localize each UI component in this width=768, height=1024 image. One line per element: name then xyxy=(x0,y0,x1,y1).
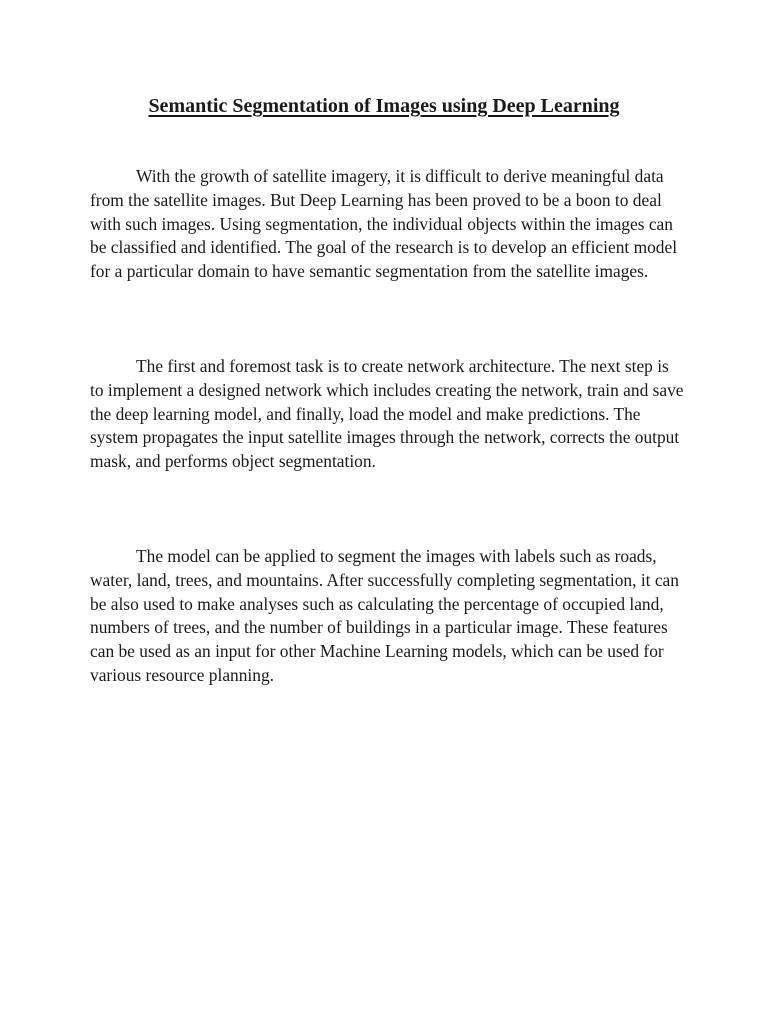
paragraph-1: With the growth of satellite imagery, it is difficult to derive meaningful data from the satellite images. But Deep Learning has been proved to be a boon to deal with such images. Using segmentation, the individual objects within the images can be classified and identified. The goal of the research is to develop an efficient model for a particular domain to have semantic segmentation from the satellite images. xyxy=(90,166,678,282)
document-title: Semantic Segmentation of Images using Deep Learning xyxy=(148,95,620,117)
paragraph-2: The first and foremost task is to create network architecture. The next step is to implement a designed network which includes creating the network, train and save the deep learning model, and finally, load the model and make predictions. The system propagates the input satellite images through the network, corrects the output mask, and performs object segmentation. xyxy=(90,356,684,472)
paragraph-3: The model can be applied to segment the images with labels such as roads, water, land, trees, and mountains. After successfully completing segmentation, it can be also used to make analyses such as calculating the percentage of occupied land, numbers of trees, and the number of buildings in a particular image. These features can be used as an input for other Machine Learning models, which can be used for various resource planning. xyxy=(90,546,679,685)
